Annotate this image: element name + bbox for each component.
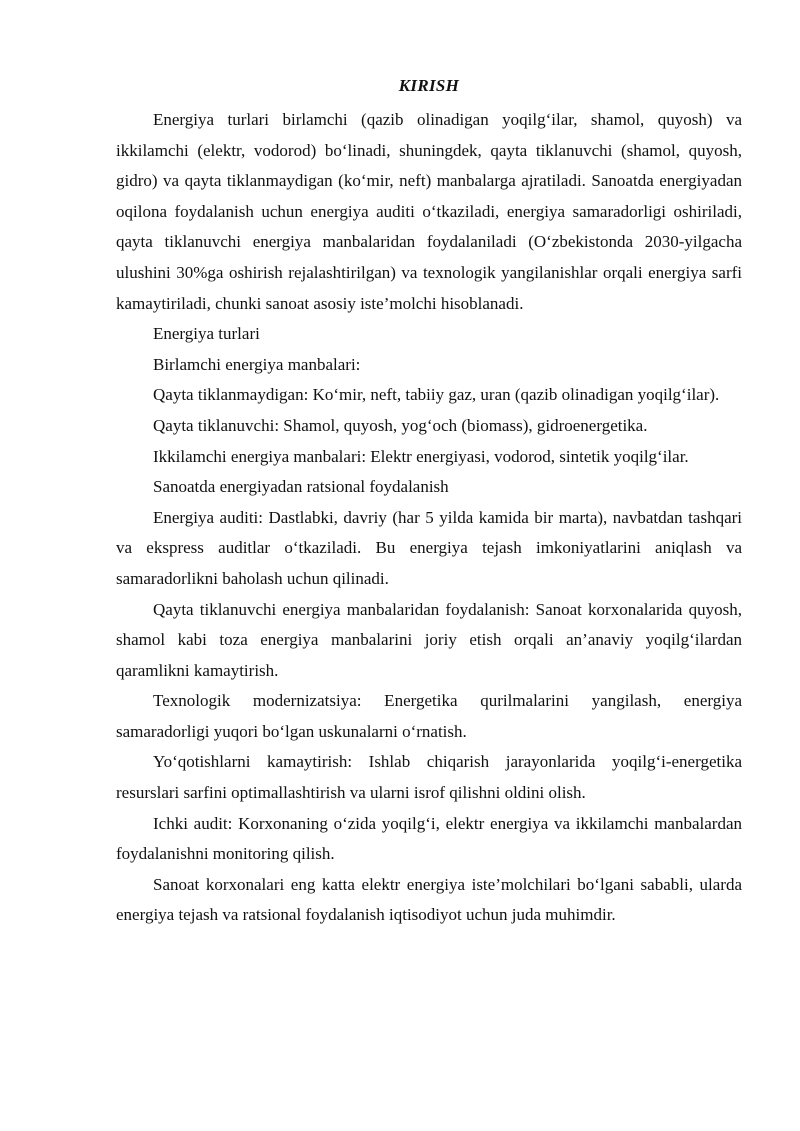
paragraph-renewable-use: Qayta tiklanuvchi energiya manbalaridan foydalanish: Sanoat korxonalarida quyosh, shamol kabi toza energiya manbalarini joriy etish orqali an’anaviy yoqilg‘ilardan qaramlikni kamaytirish. — [116, 599, 742, 680]
page-title: KIRISH — [398, 76, 460, 95]
paragraph-intro: Energiya turlari birlamchi (qazib olinadigan yoqilg‘ilar, shamol, quyosh) va ikkilamchi (elektr, vodorod) bo‘linadi, shuningdek, qayta tiklanuvchi (shamol, quyosh, gidro) va qayta tiklanmaydigan (ko‘mir, neft) manbalarga ajratiladi. Sanoatda energiyadan oqilona foydalanish uchun energiya auditi o‘tkaziladi, energiya samaradorligi oshiriladi, qayta tiklanuvchi energiya manbalaridan foydalaniladi (O‘zbekistonda 2030-yilgacha ulushini 30%ga oshirish rejalashtirilgan) va texnologik yangilanishlar orqali energiya sarfi kamaytiriladi, chunki sanoat asosiy iste’molchi hisoblanadi. — [116, 110, 742, 313]
paragraph-internal-audit: Ichki audit: Korxonaning o‘zida yoqilg‘i, elektr energiya va ikkilamchi manbalardan foydalanishni monitoring qilish. — [116, 813, 742, 864]
paragraph-energy-audit: Energiya auditi: Dastlabki, davriy (har 5 yilda kamida bir marta), navbatdan tashqari va ekspress auditlar o‘tkaziladi. Bu energiya tejash imkoniyatlarini aniqlash va samaradorlikni baholash uchun qilinadi. — [116, 507, 742, 588]
paragraph-conclusion: Sanoat korxonalari eng katta elektr energiya iste’molchilari bo‘lgani sababli, ularda energiya tejash va ratsional foydalanish iqtisodiyot uchun juda muhimdir. — [116, 874, 742, 925]
paragraph-energy-types-heading: Energiya turlari — [153, 324, 260, 344]
paragraph-renewable: Qayta tiklanuvchi: Shamol, quyosh, yog‘och (biomass), gidroenergetika. — [153, 415, 648, 435]
paragraph-loss-reduction: Yo‘qotishlarni kamaytirish: Ishlab chiqarish jarayonlarida yoqilg‘i-energetika resurslari sarfini optimallashtirish va ularni isrof qilishni oldini olish. — [116, 752, 742, 803]
paragraph-tech-modernization: Texnologik modernizatsiya: Energetika qurilmalarini yangilash, energiya samaradorligi yuqori bo‘lgan uskunalarni o‘rnatish. — [116, 691, 742, 741]
paragraph-non-renewable: Qayta tiklanmaydigan: Ko‘mir, neft, tabiiy gaz, uran (qazib olinadigan yoqilg‘ilar). — [153, 385, 720, 405]
paragraph-primary-sources-heading: Birlamchi energiya manbalari: — [153, 354, 361, 374]
document-page — [116, 74, 742, 931]
paragraph-rational-use-heading: Sanoatda energiyadan ratsional foydalanish — [153, 477, 449, 497]
paragraph-secondary-sources: Ikkilamchi energiya manbalari: Elektr energiyasi, vodorod, sintetik yoqilg‘ilar. — [153, 446, 689, 466]
